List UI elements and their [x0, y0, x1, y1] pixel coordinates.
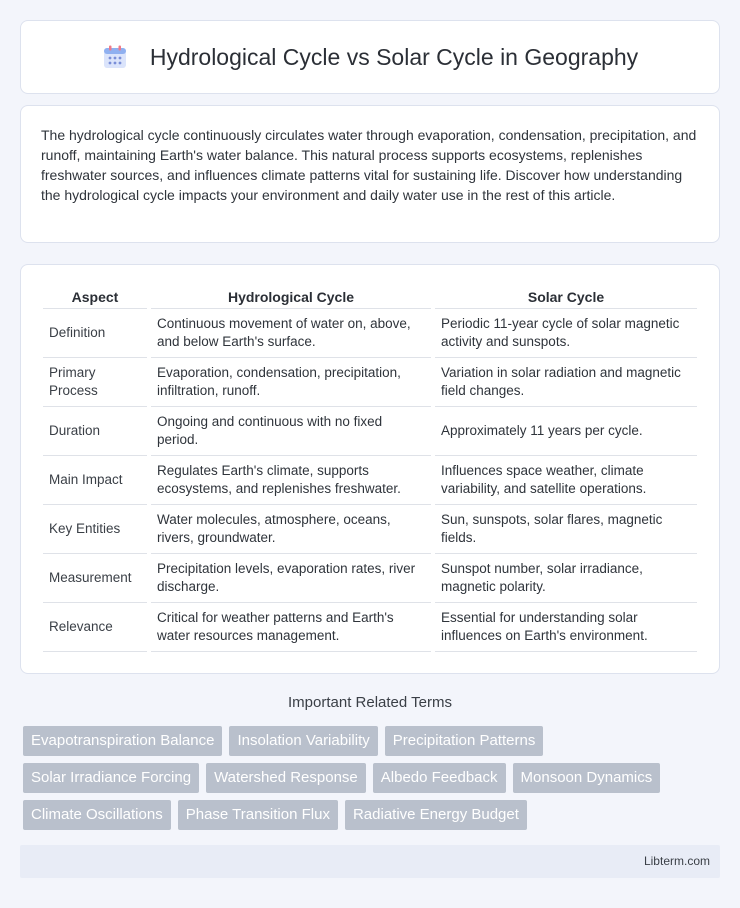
- related-term-tag[interactable]: Albedo Feedback: [373, 763, 506, 793]
- row-hydrological: Precipitation levels, evaporation rates, river discharge.: [151, 554, 431, 603]
- row-solar: Influences space weather, climate variability, and satellite operations.: [435, 456, 697, 505]
- tag-row: [23, 800, 723, 830]
- row-solar: Sunspot number, solar irradiance, magnetic polarity.: [435, 554, 697, 603]
- related-term-tag[interactable]: Radiative Energy Budget: [345, 800, 527, 830]
- row-solar: Periodic 11-year cycle of solar magnetic activity and sunspots.: [435, 309, 697, 358]
- page-title: Hydrological Cycle vs Solar Cycle in Geography: [149, 43, 639, 70]
- table-row: [43, 505, 697, 554]
- footer-brand-link[interactable]: Libterm.com: [643, 854, 710, 868]
- row-aspect: Key Entities: [43, 505, 147, 554]
- tag-row: [23, 763, 723, 793]
- row-aspect: Duration: [43, 407, 147, 456]
- title-card: [20, 20, 720, 94]
- related-terms-list: [23, 726, 723, 837]
- related-term-tag[interactable]: Watershed Response: [206, 763, 366, 793]
- row-hydrological: Water molecules, atmosphere, oceans, rivers, groundwater.: [151, 505, 431, 554]
- table-row: [43, 603, 697, 652]
- calendar-icon: [102, 44, 128, 70]
- row-solar: Sun, sunspots, solar flares, magnetic fields.: [435, 505, 697, 554]
- related-term-tag[interactable]: Evapotranspiration Balance: [23, 726, 222, 756]
- related-terms-heading: Important Related Terms: [288, 694, 452, 711]
- intro-card: [20, 105, 720, 243]
- column-header-aspect: Aspect: [43, 285, 147, 309]
- related-term-tag[interactable]: Precipitation Patterns: [385, 726, 544, 756]
- row-hydrological: Continuous movement of water on, above, and below Earth's surface.: [151, 309, 431, 358]
- related-term-tag[interactable]: Monsoon Dynamics: [513, 763, 661, 793]
- comparison-table: [39, 285, 701, 652]
- table-row: [43, 554, 697, 603]
- tag-row: [23, 726, 723, 756]
- column-header-solar: Solar Cycle: [435, 285, 697, 309]
- table-header-row: [43, 285, 697, 309]
- row-solar: Variation in solar radiation and magnetic field changes.: [435, 358, 697, 407]
- row-aspect: Primary Process: [43, 358, 147, 407]
- comparison-card: [20, 264, 720, 674]
- row-hydrological: Evaporation, condensation, precipitation, infiltration, runoff.: [151, 358, 431, 407]
- table-row: [43, 309, 697, 358]
- related-term-tag[interactable]: Insolation Variability: [229, 726, 377, 756]
- row-solar: Essential for understanding solar influences on Earth's environment.: [435, 603, 697, 652]
- intro-text: The hydrological cycle continuously circulates water through evaporation, condensation, precipitation, and runoff, maintaining Earth's water balance. This natural process supports ecosystems, replenishes freshwater sources, and influences climate patterns vital for sustaining life. Discover how understanding the hydrological cycle impacts your environment and daily water use in the rest of this article.: [41, 127, 697, 203]
- table-row: [43, 358, 697, 407]
- table-row: [43, 407, 697, 456]
- row-aspect: Main Impact: [43, 456, 147, 505]
- column-header-hydrological: Hydrological Cycle: [151, 285, 431, 309]
- row-hydrological: Ongoing and continuous with no fixed period.: [151, 407, 431, 456]
- row-aspect: Measurement: [43, 554, 147, 603]
- row-aspect: Definition: [43, 309, 147, 358]
- related-term-tag[interactable]: Phase Transition Flux: [178, 800, 338, 830]
- table-row: [43, 456, 697, 505]
- row-aspect: Relevance: [43, 603, 147, 652]
- row-solar: Approximately 11 years per cycle.: [435, 407, 697, 456]
- footer: [20, 845, 720, 878]
- related-term-tag[interactable]: Climate Oscillations: [23, 800, 171, 830]
- related-term-tag[interactable]: Solar Irradiance Forcing: [23, 763, 199, 793]
- row-hydrological: Critical for weather patterns and Earth's water resources management.: [151, 603, 431, 652]
- row-hydrological: Regulates Earth's climate, supports ecosystems, and replenishes freshwater.: [151, 456, 431, 505]
